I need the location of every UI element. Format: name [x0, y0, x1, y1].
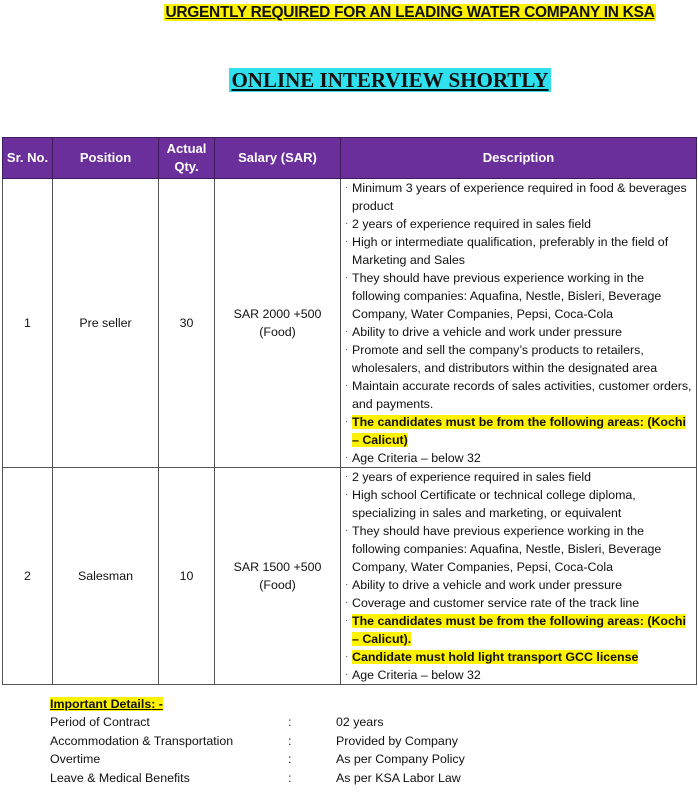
- position-cell: Salesman: [53, 468, 159, 685]
- detail-row: [50, 713, 650, 732]
- job-headline: URGENTLY REQUIRED FOR AN LEADING WATER COMPANY IN KSA: [165, 4, 655, 21]
- bullet-icon: ·: [345, 272, 349, 283]
- detail-value: 02 years: [336, 715, 384, 729]
- list-item: · Coverage and customer service rate of the track line: [345, 596, 640, 610]
- important-details: [50, 695, 650, 787]
- list-item: · Age Criteria – below 32: [345, 668, 481, 682]
- col-actual-qty: Actual Qty.: [159, 138, 215, 179]
- salary-amount: SAR 2000 +500: [233, 307, 322, 321]
- list-item: · 2 years of experience required in sales field: [345, 217, 591, 231]
- list-item: · Promote and sell the company’s products to retailers, wholesalers, and distributors within the designated area: [345, 343, 658, 375]
- bullet-icon: ·: [345, 489, 349, 500]
- bullet-icon: ·: [345, 344, 349, 355]
- qty-cell: 10: [159, 468, 215, 685]
- list-item: · Age Criteria – below 32: [345, 451, 481, 465]
- detail-value: As per Company Policy: [336, 752, 465, 766]
- detail-separator: :: [288, 752, 292, 766]
- detail-label: Leave & Medical Benefits: [50, 770, 190, 785]
- list-item: · Minimum 3 years of experience required in food & beverages product: [345, 181, 687, 213]
- bullet-icon: ·: [345, 452, 349, 463]
- bullet-icon: ·: [345, 597, 349, 608]
- bullet-icon: ·: [345, 471, 349, 482]
- bullet-icon: ·: [345, 669, 349, 680]
- position-cell: Pre seller: [53, 179, 159, 468]
- bullet-icon: ·: [345, 416, 349, 427]
- list-item: · They should have previous experience working in the following companies: Aquafina, Nestle, Bisleri, Beverage Company, Water Companies, Pepsi, Coca-Cola: [345, 524, 662, 574]
- description-cell: [341, 179, 697, 468]
- table-row: [3, 179, 697, 468]
- jobs-table: [2, 137, 697, 685]
- detail-row: [50, 769, 650, 788]
- list-item: · High school Certificate or technical college diploma, specializing in sales and marketing, or equivalent: [345, 488, 636, 520]
- bullet-icon: ·: [345, 182, 349, 193]
- detail-label: Overtime: [50, 752, 101, 766]
- bullet-icon: ·: [345, 651, 349, 662]
- bullet-icon: ·: [345, 380, 349, 391]
- bullet-icon: ·: [345, 615, 349, 626]
- bullet-icon: ·: [345, 218, 349, 229]
- list-item-highlighted: · The candidates must be from the following areas: (Kochi – Calicut): [345, 415, 686, 447]
- list-item: · High or intermediate qualification, preferably in the field of Marketing and Sales: [345, 235, 669, 267]
- salary-cell: [215, 179, 341, 468]
- interview-subheading: ONLINE INTERVIEW SHORTLY: [231, 68, 549, 92]
- sr-cell: 2: [3, 468, 53, 685]
- salary-amount: SAR 1500 +500: [233, 560, 322, 574]
- detail-value: As per KSA Labor Law: [336, 770, 461, 785]
- table-row: [3, 468, 697, 685]
- sr-cell: 1: [3, 179, 53, 468]
- table-header-row: [3, 138, 697, 179]
- details-heading: Important Details: -: [50, 697, 163, 711]
- detail-separator: :: [288, 770, 292, 785]
- col-sr-no: Sr. No.: [3, 138, 53, 179]
- list-item: · Ability to drive a vehicle and work under pressure: [345, 578, 622, 592]
- qty-cell: 30: [159, 179, 215, 468]
- detail-separator: :: [288, 733, 292, 748]
- col-description: Description: [341, 138, 697, 179]
- list-item: · They should have previous experience working in the following companies: Aquafina, Nestle, Bisleri, Beverage Company, Water Companies, Pepsi, Coca-Cola: [345, 271, 662, 321]
- detail-value: Provided by Company: [336, 733, 458, 748]
- salary-note: (Food): [259, 578, 296, 592]
- detail-row: [50, 732, 650, 751]
- list-item-highlighted: · Candidate must hold light transport GCC license: [345, 650, 639, 664]
- detail-row: [50, 750, 650, 769]
- list-item-highlighted: · The candidates must be from the following areas: (Kochi – Calicut).: [345, 614, 686, 646]
- detail-separator: :: [288, 715, 292, 729]
- bullet-icon: ·: [345, 525, 349, 536]
- detail-label: Accommodation & Transportation: [50, 733, 234, 748]
- detail-label: Period of Contract: [50, 715, 150, 729]
- bullet-icon: ·: [345, 236, 349, 247]
- list-item: · 2 years of experience required in sales field: [345, 470, 591, 484]
- salary-note: (Food): [259, 325, 296, 339]
- salary-cell: [215, 468, 341, 685]
- bullet-icon: ·: [345, 326, 349, 337]
- list-item: · Maintain accurate records of sales activities, customer orders, and payments.: [345, 379, 692, 411]
- bullet-icon: ·: [345, 579, 349, 590]
- list-item: · Ability to drive a vehicle and work under pressure: [345, 325, 622, 339]
- col-salary: Salary (SAR): [215, 138, 341, 179]
- description-cell: [341, 468, 697, 685]
- col-position: Position: [53, 138, 159, 179]
